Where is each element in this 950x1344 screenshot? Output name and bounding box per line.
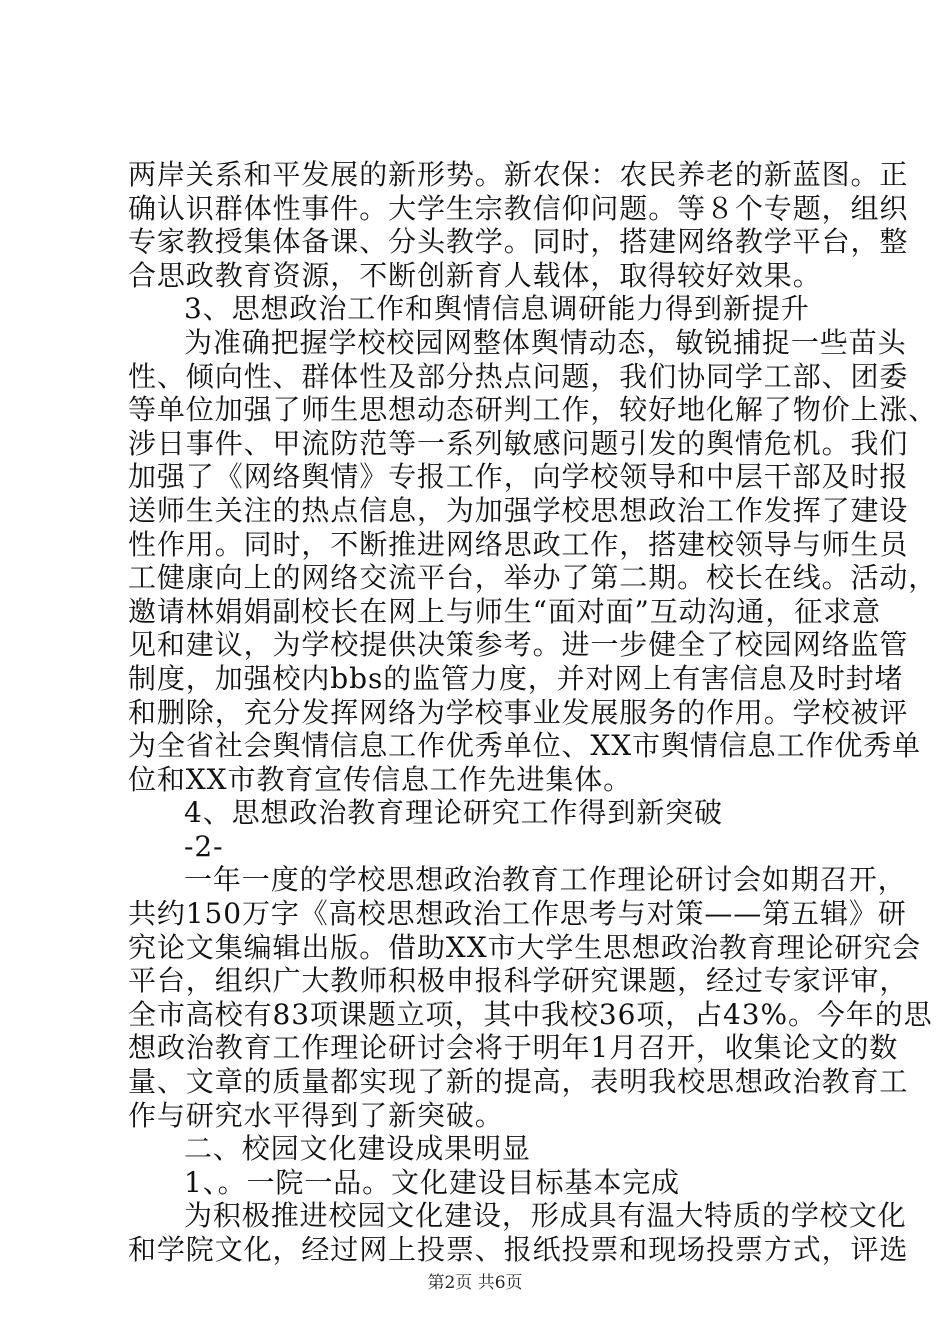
text-line: 工健康向上的网络交流平台，举办了第二期。校长在线。活动， [128, 561, 938, 595]
text-line: 合思政教育资源，不断创新育人载体，取得较好效果。 [128, 258, 822, 292]
text-line: 一年一度的学校思想政治教育工作理论研讨会如期召开， [184, 863, 907, 897]
text-line: 加强了《网络舆情》专报工作，向学校领导和中层干部及时报 [128, 460, 909, 494]
text-line: 究论文集编辑出版。借助XX市大学生思想政治教育理论研究会 [128, 930, 922, 964]
section-heading: 1、。一院一品。文化建设目标基本完成 [184, 1165, 681, 1199]
text-line: 共约150万字《高校思想政治工作思考与对策——第五辑》研 [128, 897, 907, 931]
text-line: 专家教授集体备课、分头教学。同时，搭建网络教学平台，整 [128, 225, 909, 259]
text-line: 邀请林娟娟副校长在网上与师生“面对面”互动沟通，征求意 [128, 594, 881, 628]
text-line: 作与研究水平得到了新突破。 [128, 1098, 504, 1132]
text-line: 确认识群体性事件。大学生宗教信仰问题。等８个专题，组织 [128, 191, 909, 225]
text-line: 量、文章的质量都实现了新的提高，表明我校思想政治教育工 [128, 1065, 909, 1099]
text-line: 和学院文化，经过网上投票、报纸投票和现场投票方式，评选 [128, 1233, 909, 1266]
text-line: 平台，组织广大教师积极申报科学研究课题，经过专家评审， [128, 964, 909, 998]
text-line: 见和建议，为学校提供决策参考。进一步健全了校园网络监管 [128, 628, 909, 662]
text-line: 等单位加强了师生思想动态研判工作，较好地化解了物价上涨、 [128, 393, 938, 427]
text-line: 为全省社会舆情信息工作优秀单位、XX市舆情信息工作优秀单 [128, 729, 922, 763]
text-line: 性作用。同时，不断推进网络思政工作，搭建校领导与师生员 [128, 527, 909, 561]
text-line: 制度，加强校内bbs的监管力度，并对网上有害信息及时封堵 [128, 661, 904, 695]
text-line: 性、倾向性、群体性及部分热点问题，我们协同学工部、团委 [128, 359, 909, 393]
text-line: 两岸关系和平发展的新形势。新农保：农民养老的新蓝图。正 [128, 158, 909, 191]
text-line: 位和XX市教育宣传信息工作先进集体。 [128, 762, 633, 796]
section-heading: 二、校园文化建设成果明显 [184, 1132, 531, 1166]
page-footer: 第2页 共6页 [427, 1273, 523, 1293]
body-text [128, 158, 938, 1267]
text-line: 全市高校有83项课题立项，其中我校36项，占43%。今年的思 [128, 997, 933, 1031]
text-line: 送师生关注的热点信息，为加强学校思想政治工作发挥了建设 [128, 493, 909, 527]
text-line: 为积极推进校园文化建设，形成具有温大特质的学校文化 [184, 1199, 907, 1233]
section-heading: 3、思想政治工作和舆情信息调研能力得到新提升 [184, 292, 810, 326]
text-line: 和删除，充分发挥网络为学校事业发展服务的作用。学校被评 [128, 695, 909, 729]
text-line: 想政治教育工作理论研讨会将于明年1月召开，收集论文的数 [128, 1031, 899, 1065]
page-marker: -2- [184, 829, 224, 863]
section-heading: 4、思想政治教育理论研究工作得到新突破 [184, 796, 723, 830]
text-line: 为准确把握学校校园网整体舆情动态，敏锐捕捉一些苗头 [184, 325, 907, 359]
text-line: 涉日事件、甲流防范等一系列敏感问题引发的舆情危机。我们 [128, 426, 909, 460]
